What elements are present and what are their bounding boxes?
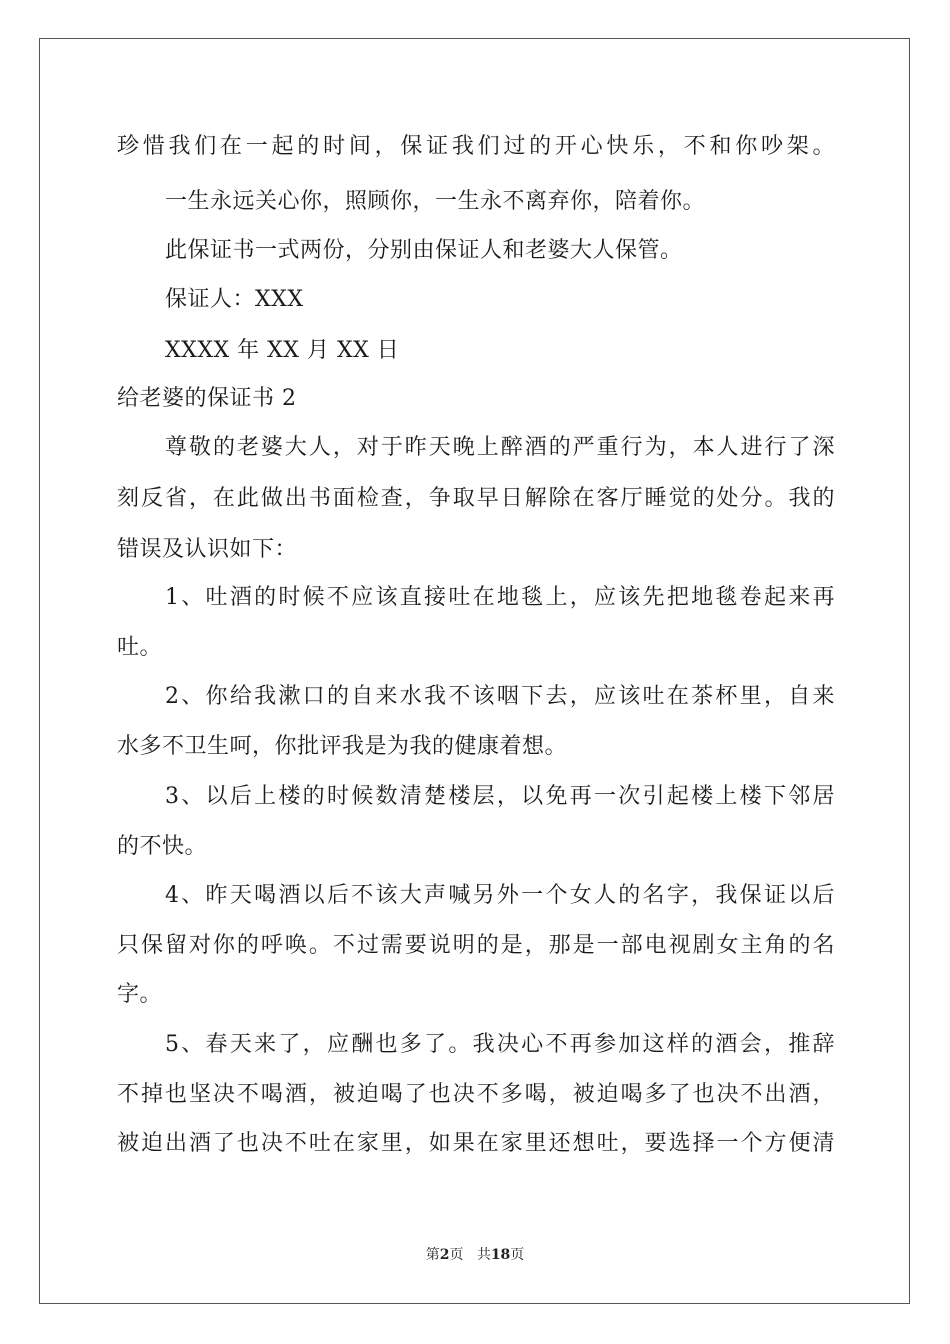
footer-prefix: 第 (425, 1247, 440, 1263)
footer-page-number: 2 (439, 1247, 450, 1263)
list-item-line: 不掉也坚决不喝酒，被迫喝了也决不多喝，被迫喝多了也决不出酒， (117, 1082, 835, 1107)
date-line: XXXX 年 XX 月 XX 日 (165, 338, 400, 363)
list-item-line: 3、以后上楼的时候数清楚楼层，以免再一次引起楼上楼下邻居 (165, 784, 835, 809)
list-item-line: 1、吐酒的时候不应该直接吐在地毯上，应该先把地毯卷起来再 (165, 585, 835, 610)
paragraph-line: 刻反省，在此做出书面检查，争取早日解除在客厅睡觉的处分。我的 (117, 486, 835, 511)
list-item-line: 被迫出酒了也决不吐在家里，如果在家里还想吐，要选择一个方便清 (117, 1131, 835, 1156)
paragraph-line: 一生永远关心你，照顾你，一生永不离弃你，陪着你。 (165, 189, 706, 214)
list-item-line: 只保留对你的呼唤。不过需要说明的是，那是一部电视剧女主角的名 (117, 933, 835, 958)
list-item-line: 2、你给我漱口的自来水我不该咽下去，应该吐在茶杯里，自来 (165, 684, 835, 709)
signer-line: 保证人：XXX (165, 287, 304, 312)
paragraph-line: 此保证书一式两份，分别由保证人和老婆大人保管。 (165, 238, 683, 263)
footer-total-suffix: 页 (510, 1247, 525, 1263)
list-item-line: 的不快。 (117, 834, 208, 859)
paragraph-line: 珍惜我们在一起的时间，保证我们过的开心快乐，不和你吵架。 (117, 134, 835, 159)
footer-page-suffix: 页 (449, 1247, 464, 1263)
page-border (39, 38, 910, 1304)
list-item-line: 5、春天来了，应酬也多了。我决心不再参加这样的酒会，推辞 (165, 1032, 835, 1057)
list-item-line: 吐。 (117, 635, 163, 660)
section-title: 给老婆的保证书 2 (117, 386, 297, 411)
list-item-line: 4、昨天喝酒以后不该大声喊另外一个女人的名字，我保证以后 (165, 883, 835, 908)
paragraph-line: 尊敬的老婆大人，对于昨天晚上醉酒的严重行为，本人进行了深 (165, 435, 835, 460)
paragraph-line: 错误及认识如下： (117, 537, 298, 562)
footer-total-pages: 18 (490, 1247, 511, 1263)
footer-total-prefix: 共 (476, 1247, 491, 1263)
list-item-line: 水多不卫生呵，你批评我是为我的健康着想。 (117, 734, 568, 759)
page-footer (0, 1245, 950, 1265)
list-item-line: 字。 (117, 982, 163, 1007)
